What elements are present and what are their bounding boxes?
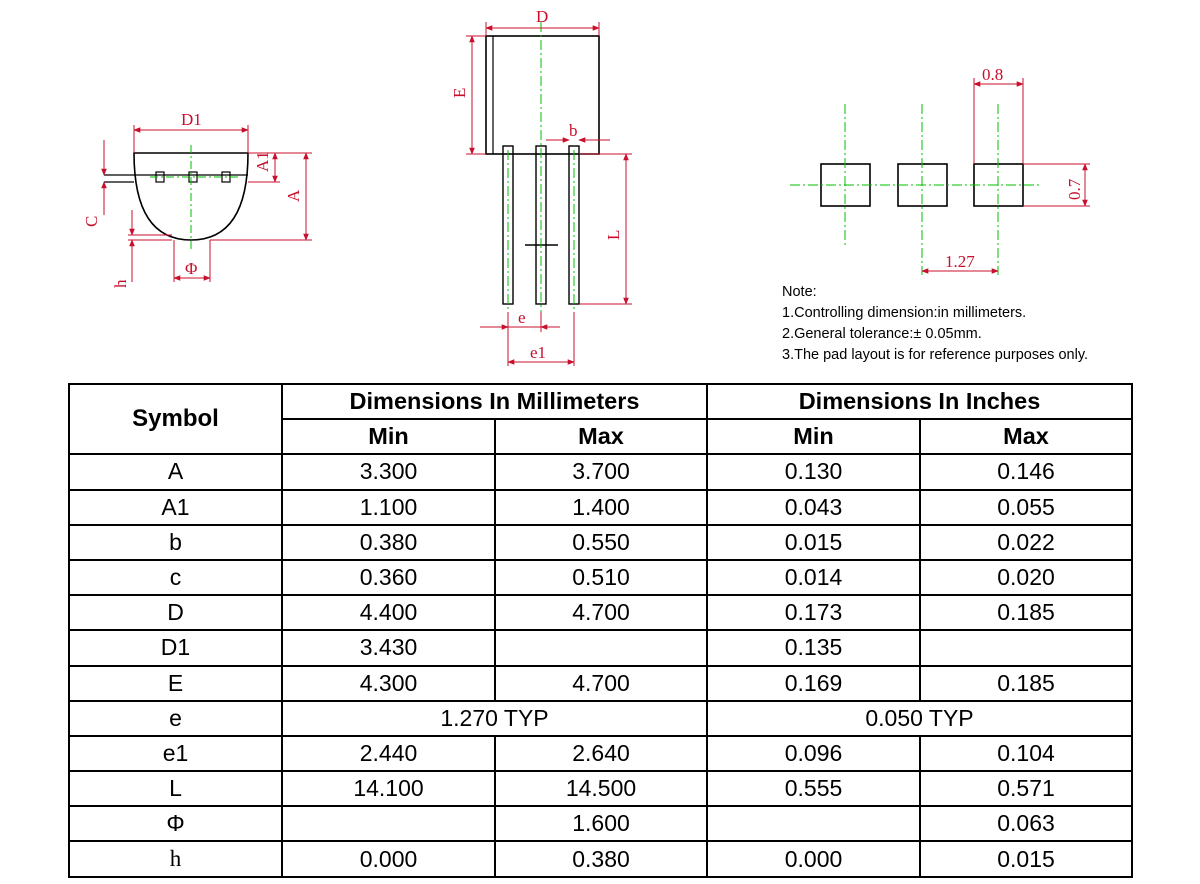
note-3: 3.The pad layout is for reference purposes only. [782, 347, 1089, 363]
mm-max-header: Max [495, 419, 707, 454]
in-max-cell: 0.185 [920, 595, 1132, 630]
mm-min-cell: 2.440 [282, 736, 495, 771]
symbol-cell: Φ [69, 806, 282, 841]
table-row [69, 771, 1132, 806]
label-L: L [604, 229, 623, 240]
bottom-view [82, 110, 312, 288]
table-row [69, 841, 1132, 876]
inch-header: Dimensions In Inches [707, 384, 1132, 419]
mm-typ-cell: 1.270 TYP [282, 701, 707, 736]
mm-min-header: Min [282, 419, 495, 454]
mm-max-cell: 0.510 [495, 560, 707, 595]
in-min-cell: 0.130 [707, 454, 920, 489]
symbol-cell: D [69, 595, 282, 630]
in-min-cell: 0.169 [707, 666, 920, 701]
label-C: C [82, 215, 101, 227]
table-row [69, 525, 1132, 560]
mm-max-cell: 1.400 [495, 490, 707, 525]
label-A1: A1 [253, 151, 272, 172]
mm-min-cell: 0.000 [282, 841, 495, 876]
label-D: D [536, 7, 549, 26]
in-min-cell: 0.096 [707, 736, 920, 771]
table-row [69, 490, 1132, 525]
symbol-cell: E [69, 666, 282, 701]
label-e: e [518, 308, 526, 327]
in-max-cell: 0.020 [920, 560, 1132, 595]
mm-min-cell: 3.430 [282, 630, 495, 665]
label-D1: D1 [181, 110, 202, 129]
mm-min-cell: 14.100 [282, 771, 495, 806]
in-min-cell: 0.555 [707, 771, 920, 806]
symbol-cell: e [69, 701, 282, 736]
in-max-cell: 0.104 [920, 736, 1132, 771]
in-max-header: Max [920, 419, 1132, 454]
mm-min-cell: 4.400 [282, 595, 495, 630]
label-pad-width: 0.8 [982, 65, 1004, 84]
label-pad-height: 0.7 [1065, 178, 1084, 200]
mm-max-cell: 14.500 [495, 771, 707, 806]
mm-max-cell: 1.600 [495, 806, 707, 841]
side-view [450, 7, 632, 366]
symbol-cell: h [69, 841, 282, 876]
label-pitch: 1.27 [945, 252, 975, 271]
mm-max-cell [495, 630, 707, 665]
mm-min-cell: 3.300 [282, 454, 495, 489]
label-e1: e1 [530, 343, 547, 362]
symbol-cell: e1 [69, 736, 282, 771]
in-min-cell: 0.014 [707, 560, 920, 595]
mm-min-cell: 1.100 [282, 490, 495, 525]
in-min-cell: 0.000 [707, 841, 920, 876]
label-A: A [284, 189, 303, 202]
symbol-cell: A1 [69, 490, 282, 525]
mm-max-cell: 3.700 [495, 454, 707, 489]
pad-layout [790, 65, 1090, 275]
in-max-cell: 0.146 [920, 454, 1132, 489]
in-max-cell: 0.063 [920, 806, 1132, 841]
table-row [69, 666, 1132, 701]
label-h: h [111, 279, 130, 288]
table-row [69, 454, 1132, 489]
table-row [69, 806, 1132, 841]
symbol-cell: b [69, 525, 282, 560]
mm-max-cell: 0.550 [495, 525, 707, 560]
mm-max-cell: 4.700 [495, 666, 707, 701]
notes [782, 282, 1088, 366]
in-typ-cell: 0.050 TYP [707, 701, 1132, 736]
in-min-cell: 0.135 [707, 630, 920, 665]
mm-max-cell: 4.700 [495, 595, 707, 630]
in-max-cell: 0.055 [920, 490, 1132, 525]
in-max-cell: 0.015 [920, 841, 1132, 876]
table-row [69, 630, 1132, 665]
in-max-cell: 0.185 [920, 666, 1132, 701]
table-row [69, 560, 1132, 595]
mm-min-cell: 0.380 [282, 525, 495, 560]
symbol-cell: A [69, 454, 282, 489]
in-min-cell [707, 806, 920, 841]
note-2: 2.General tolerance:± 0.05mm. [782, 326, 982, 342]
notes-title: Note: [782, 284, 817, 300]
in-max-cell [920, 630, 1132, 665]
table-row [69, 736, 1132, 771]
label-E: E [450, 87, 469, 98]
in-max-cell: 0.022 [920, 525, 1132, 560]
symbol-cell: D1 [69, 630, 282, 665]
label-phi: Φ [185, 259, 198, 278]
dimensions-table [68, 383, 1133, 878]
mm-min-cell: 4.300 [282, 666, 495, 701]
mm-min-cell: 0.360 [282, 560, 495, 595]
table-row [69, 595, 1132, 630]
symbol-cell: L [69, 771, 282, 806]
table-row [69, 701, 1132, 736]
in-min-cell: 0.043 [707, 490, 920, 525]
mm-header: Dimensions In Millimeters [282, 384, 707, 419]
mm-max-cell: 2.640 [495, 736, 707, 771]
in-min-header: Min [707, 419, 920, 454]
mm-min-cell [282, 806, 495, 841]
symbol-cell: c [69, 560, 282, 595]
in-min-cell: 0.173 [707, 595, 920, 630]
symbol-header: Symbol [69, 384, 282, 454]
in-max-cell: 0.571 [920, 771, 1132, 806]
in-min-cell: 0.015 [707, 525, 920, 560]
label-b: b [569, 121, 578, 140]
table-header-row [69, 384, 1132, 419]
mm-max-cell: 0.380 [495, 841, 707, 876]
note-1: 1.Controlling dimension:in millimeters. [782, 305, 1027, 321]
